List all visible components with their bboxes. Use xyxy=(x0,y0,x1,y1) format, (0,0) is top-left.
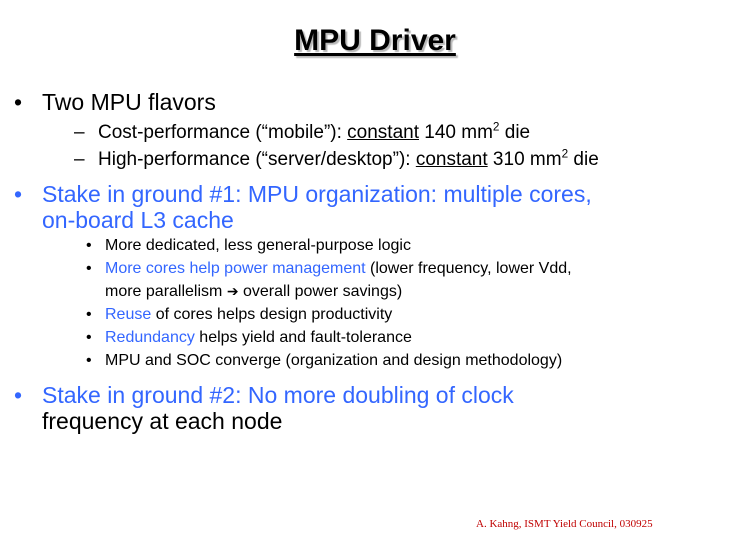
bullet2-line2: on-board L3 cache xyxy=(42,207,234,233)
sub-bullet-marker: • xyxy=(86,260,92,277)
sub1-text-before: Cost-performance (“mobile”): xyxy=(98,122,348,143)
sub-bullet-marker: • xyxy=(86,352,92,369)
sub1-underlined: constant xyxy=(347,122,419,143)
sub1-superscript: 2 xyxy=(492,120,500,134)
bullet-marker: • xyxy=(14,89,23,115)
sub-bullet-marker: – xyxy=(74,122,85,143)
bullet1-sub2 xyxy=(98,146,599,173)
sub2-highlight: More cores help power management xyxy=(105,260,366,277)
bullet2-line1: Stake in ground #1: MPU organization: multiple cores, xyxy=(42,181,592,207)
bullet2-sub3 xyxy=(105,304,392,327)
sub1-text-tail: die xyxy=(499,122,531,143)
bullet2-sub2-line2 xyxy=(105,280,402,304)
bullet3-line1 xyxy=(42,382,514,408)
sub2-text-after: 310 mm xyxy=(487,149,562,170)
bullet1-text: Two MPU flavors xyxy=(42,89,216,115)
right-arrow-icon: ➔ xyxy=(226,283,239,299)
sub4-rest: helps yield and fault-tolerance xyxy=(194,329,412,346)
sub1-text-after: 140 mm xyxy=(419,122,493,143)
sub2-rest: (lower frequency, lower Vdd, xyxy=(365,260,572,277)
sub2-line2-a: more parallelism xyxy=(105,283,227,300)
slide-title: MPU Driver xyxy=(294,24,456,57)
sub2-line2-b: overall power savings) xyxy=(238,283,403,300)
sub-bullet-marker: – xyxy=(74,149,85,170)
bullet2-sub5: MPU and SOC converge (organization and design methodology) xyxy=(105,352,563,369)
sub3-rest: of cores helps design productivity xyxy=(151,306,393,323)
sub4-highlight: Redundancy xyxy=(105,329,195,346)
bullet-marker: • xyxy=(14,382,23,408)
sub2-text-before: High-performance (“server/desktop”): xyxy=(98,149,416,170)
footer-credit: A. Kahng, ISMT Yield Council, 030925 xyxy=(476,518,653,530)
sub3-highlight: Reuse xyxy=(105,306,152,323)
sub-bullet-marker: • xyxy=(86,329,92,346)
bullet3-line2: frequency at each node xyxy=(42,408,283,434)
bullet2-sub2 xyxy=(105,258,572,281)
bullet2-sub4 xyxy=(105,327,412,350)
bullet1-sub1 xyxy=(98,119,530,146)
bullet3-line1-text: Stake in ground #2: No more doubling of clock xyxy=(42,382,514,408)
sub2-superscript: 2 xyxy=(561,147,569,161)
bullet-marker: • xyxy=(14,181,23,207)
sub-bullet-marker: • xyxy=(86,237,92,254)
sub-bullet-marker: • xyxy=(86,306,92,323)
sub2-underlined: constant xyxy=(415,149,488,170)
sub2-text-tail: die xyxy=(568,149,599,170)
bullet2-sub1: More dedicated, less general-purpose logic xyxy=(105,237,411,254)
